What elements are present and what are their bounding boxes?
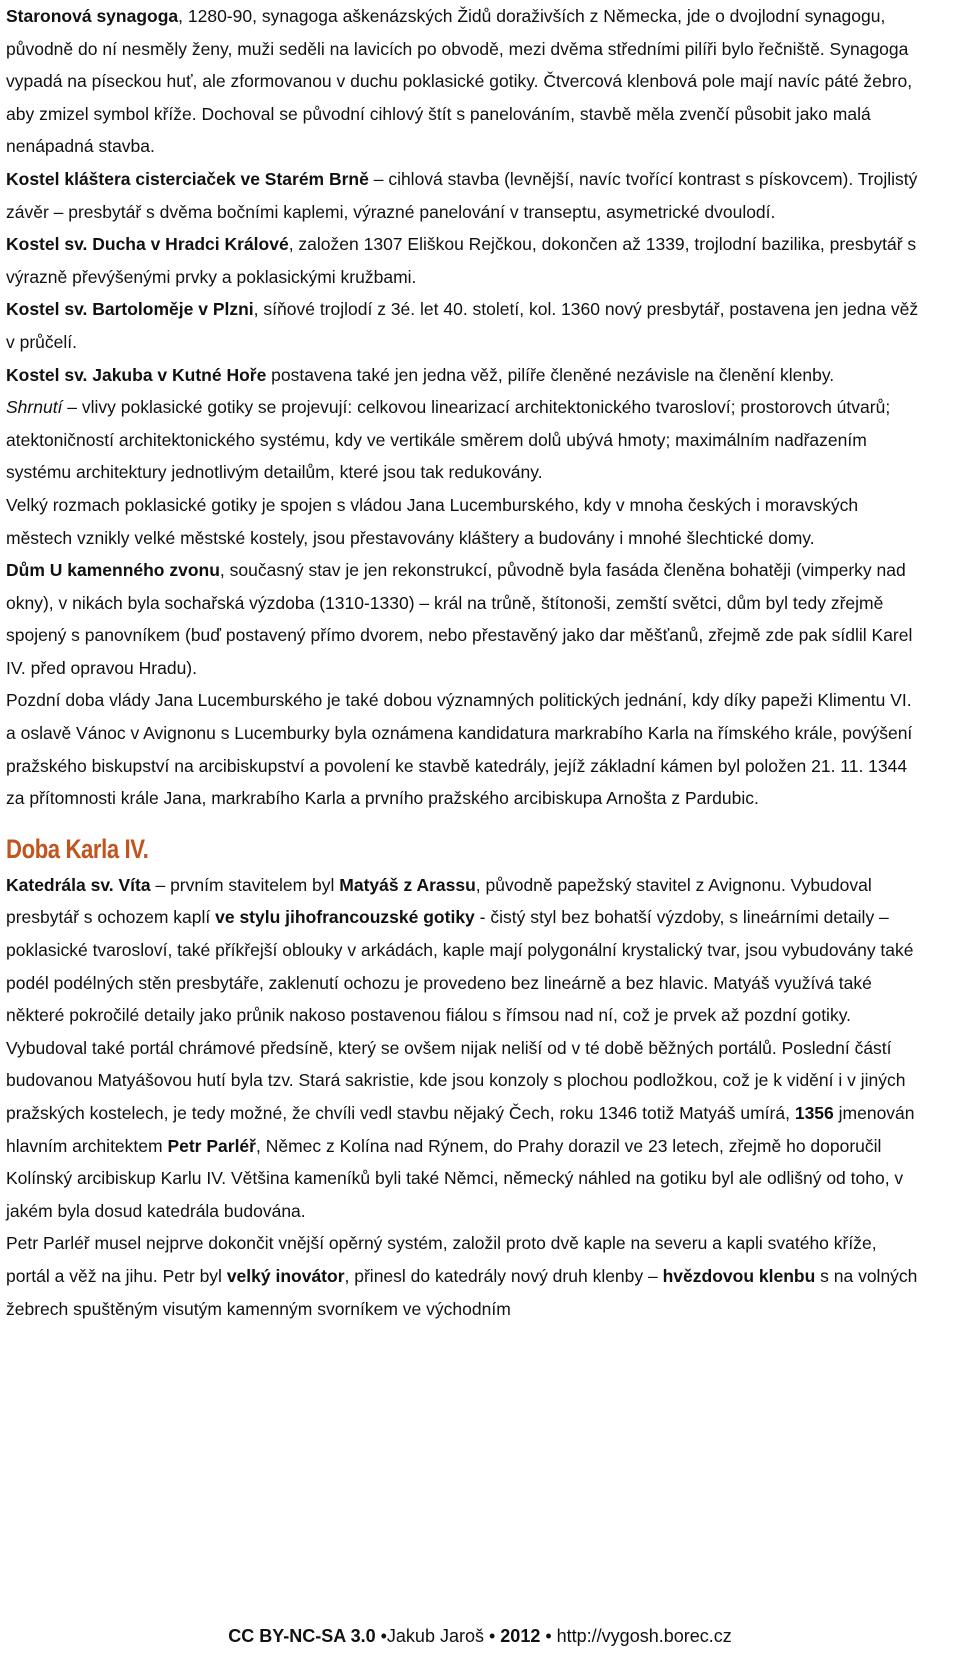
paragraph (6, 489, 920, 554)
text-run: – prvním stavitelem byl (150, 874, 340, 895)
document-body (6, 0, 920, 1325)
text-run: , původně papežský stavitel z Avignonu. Vybudoval presbytář s ochozem kaplí (6, 874, 872, 928)
footer-author: Jakub Jaroš (386, 1626, 484, 1646)
bold-text: 1356 (794, 1103, 834, 1123)
bold-text: Matyáš z Arassu (339, 874, 476, 895)
bold-text: velký inovátor (226, 1265, 345, 1286)
text-run: , přinesl do katedrály nový druh klenby – (344, 1265, 663, 1286)
text-run: , síňové trojlodí z 3é. let 40. století, kol. 1360 nový presbytář, postavena jen jedna věž v průčelí. (6, 299, 919, 352)
paragraph (6, 0, 920, 163)
paragraph (6, 684, 920, 814)
paragraph (6, 391, 920, 489)
text-run: , současný stav je jen rekonstrukcí, původně byla fasáda členěna bohatěji (vimperky nad okny), v nikách byla sochařská výzdoba (1310-1330) – král na trůně, štítonoši, zemští světci, dům byl tedy zřejmě spojený s panovníkem (buď postavený přímo dvorem, nebo přestavěný jako dar měšťanů, zřejmě zde pak sídlil Karel IV. před opravou Hradu). (6, 560, 913, 678)
text-run: – cihlová stavba (levnější, navíc tvořící kontrast s pískovcem). Trojlistý závěr – presbytář s dvěma bočními kaplemi, výrazné panelování v transeptu, asymetrické dvoulodí. (6, 168, 918, 222)
text-run: jmenován hlavním architektem (6, 1103, 915, 1156)
paragraph (6, 1227, 920, 1325)
section-paragraphs (6, 869, 920, 1325)
paragraphs-before-section (6, 0, 920, 815)
text-run: - čistý styl bez bohatší výzdoby, s lineárními detaily – poklasické tvarosloví, také příkřejší oblouky v arkádách, kaple mají polygonální krystalický tvar, jsou vybudovány také podél podélných stěn presbytáře, zaklenutí ochozu je provedeno bez lineárně a bez hlavic. Matyáš využívá také některé pokročilé detaily jako průnik nakoso postavenou fiálou s římsou nad ní, což je prvek až pozdní gotiky. Vybudoval také portál chrámové předsíně, který se ovšem nijak neliší od v té době běžných portálů. Poslední částí budovanou Matyášovou hutí byla tzv. Stará sakristie, kde jsou konzoly s plochou podložkou, což je k vidění i v jiných pražských kostelech, je tedy možné, že chvíli vedl stavbu nějaký Čech, roku 1346 totiž Matyáš umírá, (6, 907, 914, 1123)
footer-separator: • (540, 1626, 557, 1646)
bold-text: ve stylu jihofrancouzské gotiky (215, 907, 475, 928)
section-heading: Doba Karla IV. (6, 833, 149, 864)
bold-text: Kostel sv. Jakuba v Kutné Hoře (6, 364, 267, 385)
bold-text: hvězdovou klenbu (662, 1265, 816, 1286)
page-footer (0, 1624, 960, 1648)
footer-separator: • (375, 1626, 387, 1646)
paragraph (6, 554, 920, 684)
text-run: Velký rozmach poklasické gotiky je spojen s vládou Jana Lucemburského, kdy v mnoha českých i moravských městech vznikly velké městské kostely, jsou přestavovány kláštery a budovány i mnohé šlechtické domy. (6, 494, 859, 548)
bold-text: Petr Parléř (167, 1135, 256, 1156)
footer-year: 2012 (500, 1626, 541, 1646)
italic-text: Shrnutí (6, 397, 63, 418)
text-run: s na volných žebrech spuštěným visutým kamenným svorníkem ve východním (6, 1265, 918, 1319)
text-run: , založen 1307 Eliškou Rejčkou, dokončen až 1339, trojlodní bazilika, presbytář s výrazně převýšenými prvky a poklasickými kružbami. (6, 234, 917, 287)
footer-url: http://vygosh.borec.cz (556, 1626, 732, 1646)
bold-text: Kostel sv. Ducha v Hradci Králové (6, 234, 289, 255)
text-run: , 1280-90, synagoga aškenázských Židů doraživších z Německa, jde o dvojlodní synagogu, původně do ní nesměly ženy, muži seděli na lavicích po obvodě, mezi dvěma středními pilíři bylo řečniště. Synagoga vypadá na píseckou huť, ale zformovanou v duchu poklasické gotiky. Čtvercová klenbová pole mají navíc páté žebro, aby zmizel symbol kříže. Dochoval se původní cihlový štít s panelováním, stavbě měla zvenčí působit jako malá nenápadná stavba. (6, 6, 913, 157)
bold-text: Staronová synagoga (6, 6, 179, 26)
text-run: postavena také jen jedna věž, pilíře členěné nezávisle na členění klenby. (266, 364, 835, 385)
text-run: , Němec z Kolína nad Rýnem, do Prahy dorazil ve 23 letech, zřejmě ho doporučil Kolínský arcibiskup Karlu IV. Většina kameníků byli také Němci, německý náhled na gotiku byl ale odlišný od toho, v jakém byla dosud katedrála budována. (6, 1135, 904, 1221)
bold-text: Kostel kláštera cisterciaček ve Starém Brně (6, 168, 369, 189)
paragraph (6, 359, 920, 392)
footer-license: CC BY-NC-SA 3.0 (228, 1626, 376, 1646)
paragraph (6, 163, 920, 228)
paragraph (6, 228, 920, 293)
bold-text: Katedrála sv. Víta (6, 874, 151, 895)
bold-text: Kostel sv. Bartoloměje v Plzni (6, 299, 254, 320)
footer-separator: • (483, 1626, 501, 1646)
bold-text: Dům U kamenného zvonu (6, 560, 220, 581)
text-run: Petr Parléř musel nejprve dokončit vnější opěrný systém, založil proto dvě kaple na severu a kapli svatého kříže, portál a věž na jihu. Petr byl (6, 1233, 877, 1286)
text-run: Pozdní doba vlády Jana Lucemburského je také dobou významných politických jednání, kdy díky papeži Klimentu VI. a oslavě Vánoc v Avignonu s Lucemburky byla oznámena kandidatura markrabího Karla na římského krále, povýšení pražského biskupství na arcibiskupství a povolení ke stavbě katedrály, jejíž základní kámen byl položen 21. 11. 1344 za přítomnosti krále Jana, markrabího Karla a prvního pražského arcibiskupa Arnošta z Pardubic. (6, 690, 913, 809)
text-run: – vlivy poklasické gotiky se projevují: celkovou linearizací architektonického tvarosloví; prostorovch útvarů; atektoničností architektonického systému, kdy ve vertikále směrem dolů ubývá hmoty; maximálním nadřazením systému architektury jednotlivým detailům, které jsou tak redukovány. (6, 397, 891, 483)
paragraph (6, 293, 920, 358)
paragraph (6, 869, 920, 1228)
